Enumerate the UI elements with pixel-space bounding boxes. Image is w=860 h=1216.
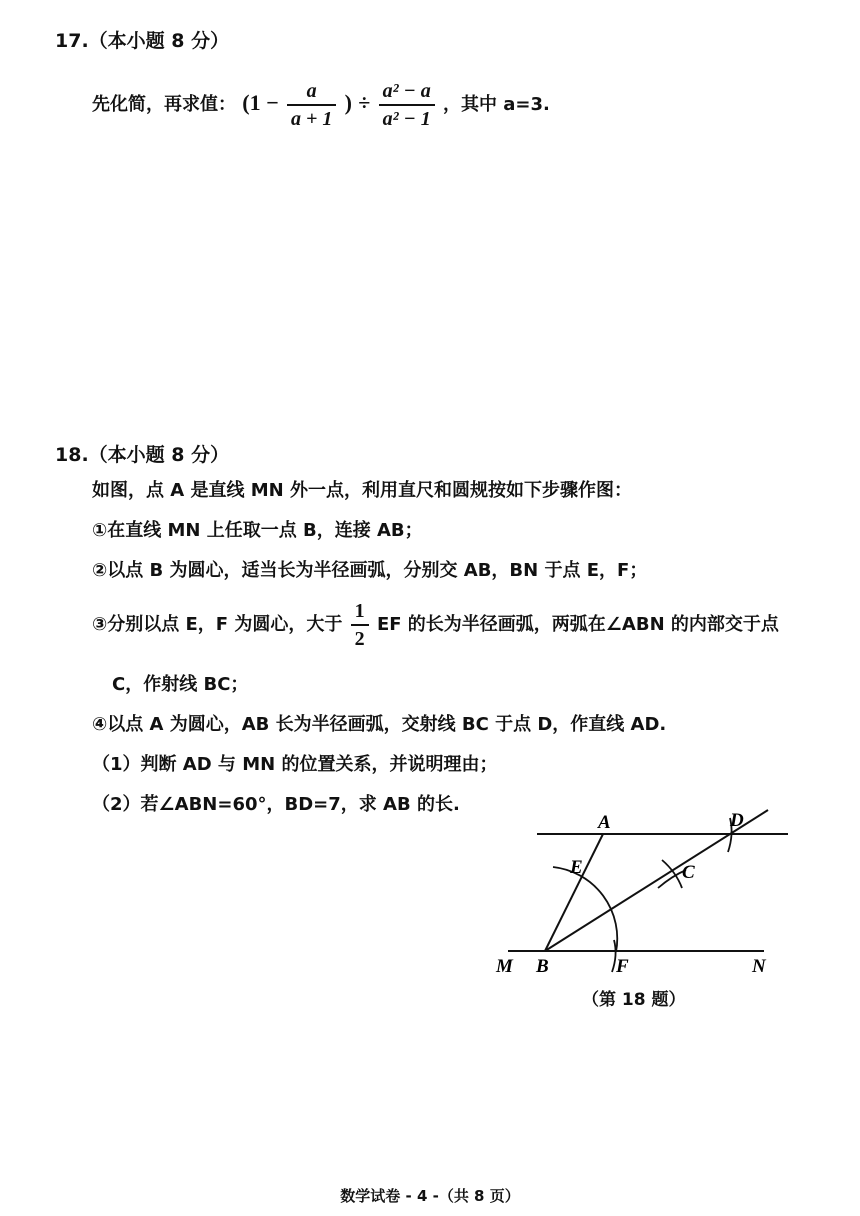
- q17-intro: 先化简，再求值：: [92, 94, 236, 115]
- q17-paren-close: ): [344, 90, 352, 115]
- q17-frac1-numerator: a: [287, 78, 336, 106]
- q17-heading: 17.（本小题 8 分）: [55, 30, 230, 52]
- q18-half-denominator: 2: [354, 628, 365, 650]
- q18-half-fraction: [351, 598, 369, 652]
- q18-intro: 如图，点 A 是直线 MN 外一点，利用直尺和圆规按如下步骤作图：: [92, 480, 632, 501]
- ray-bc: [545, 810, 768, 951]
- q17-expression: [92, 78, 550, 132]
- label-e: E: [570, 857, 583, 878]
- label-m: M: [496, 956, 513, 977]
- q18-step-1: ①在直线 MN 上任取一点 B，连接 AB；: [92, 520, 423, 541]
- q17-frac1-denominator: a + 1: [290, 108, 333, 130]
- q18-step-3-continued: C，作射线 BC；: [112, 674, 249, 695]
- label-a: A: [598, 812, 611, 833]
- q17-frac2-numerator: a² − a: [379, 78, 435, 106]
- q17-fraction-2: [379, 78, 435, 132]
- q18-step-3-start: ③分别以点 E，F 为圆心，大于: [92, 614, 343, 635]
- label-n: N: [752, 956, 766, 977]
- q17-fraction-1: [287, 78, 336, 132]
- label-d: D: [730, 810, 744, 831]
- q17-frac2-denominator: a² − 1: [382, 108, 431, 130]
- geometry-figure: [490, 800, 800, 985]
- q18-half-numerator: 1: [351, 598, 369, 626]
- q18-step-4: ④以点 A 为圆心，AB 长为半径画弧，交射线 BC 于点 D，作直线 AD.: [92, 714, 667, 735]
- label-f: F: [616, 956, 629, 977]
- q18-step-2: ②以点 B 为圆心，适当长为半径画弧，分别交 AB，BN 于点 E，F；: [92, 560, 648, 581]
- q17-condition: ，其中 a=3.: [443, 94, 550, 115]
- figure-caption: （第 18 题）: [582, 990, 686, 1010]
- q18-part-2: （2）若∠ABN=60°，BD=7，求 AB 的长.: [92, 794, 460, 815]
- q18-step-3: [92, 598, 779, 652]
- q18-heading: 18.（本小题 8 分）: [55, 444, 230, 466]
- q18-part-1: （1）判断 AD 与 MN 的位置关系，并说明理由；: [92, 754, 498, 775]
- q17-divide-sign: ÷: [358, 90, 371, 115]
- label-c: C: [682, 862, 695, 883]
- label-b: B: [536, 956, 549, 977]
- q17-paren-open: (1 −: [242, 90, 279, 115]
- q18-step-3-end: EF 的长为半径画弧，两弧在∠ABN 的内部交于点: [376, 614, 779, 635]
- page-footer: 数学试卷 - 4 -（共 8 页）: [340, 1187, 520, 1205]
